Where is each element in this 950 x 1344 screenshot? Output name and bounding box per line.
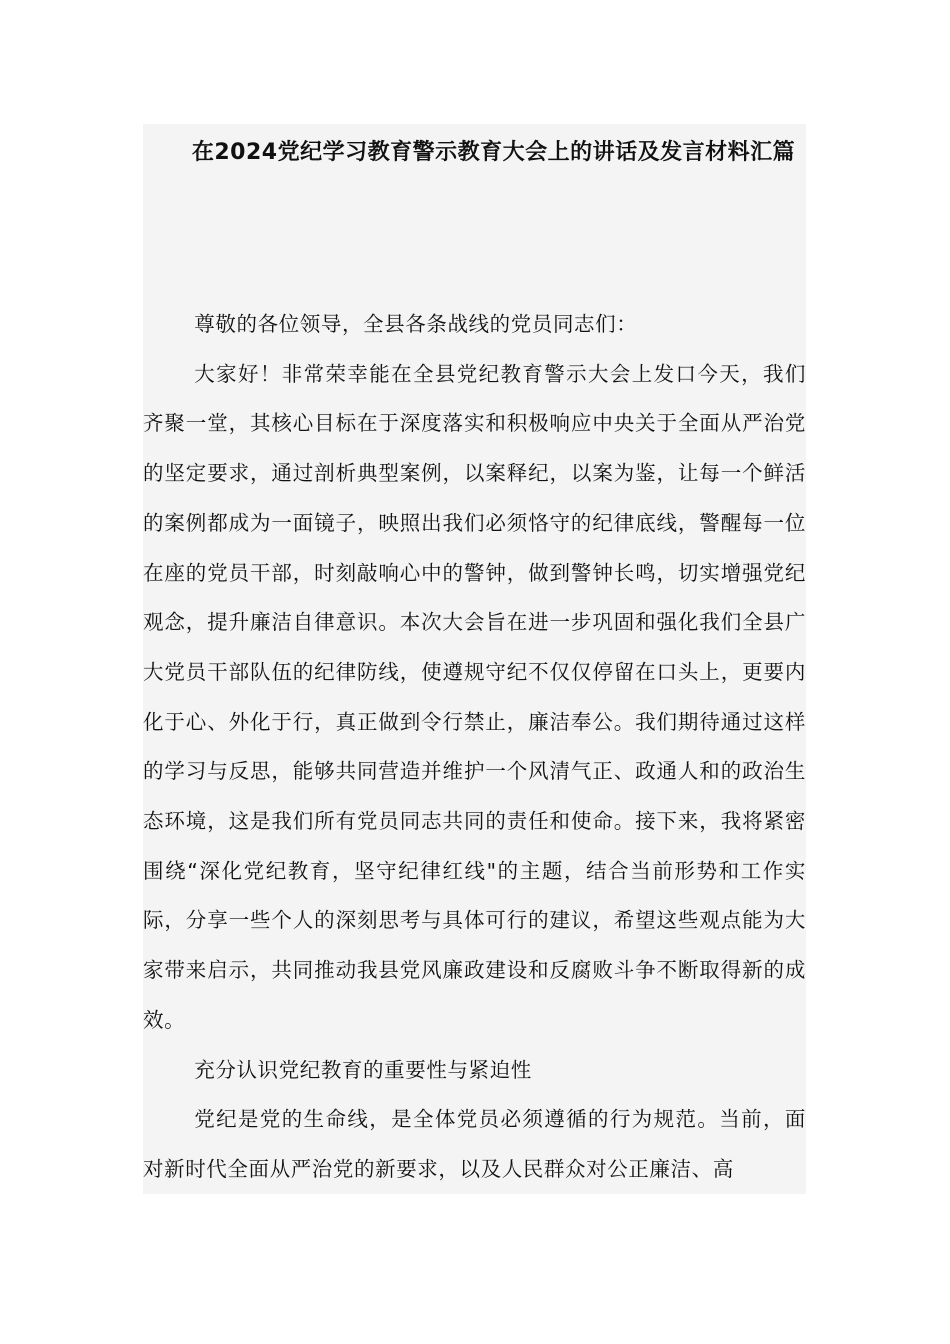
- salutation-paragraph: 尊敬的各位领导，全县各条战线的党员同志们：: [194, 312, 638, 336]
- section-heading: 充分认识党纪教育的重要性与紧迫性: [194, 1057, 532, 1082]
- section-paragraph: 党纪是党的生命线，是全体党员必须遵循的行为规范。当前，面对新时代全面从严治党的新要求，以及人民群众对公正廉洁、高: [143, 1107, 806, 1181]
- document-title: 在2024党纪学习教育警示教育大会上的讲话及发言材料汇篇: [191, 140, 796, 165]
- opening-paragraph: 大家好！非常荣幸能在全县党纪教育警示大会上发口今天，我们齐聚一堂，其核心目标在于深度落实和积极响应中央关于全面从严治党的坚定要求，通过剖析典型案例，以案释纪，以案为鉴，让每一个鲜活的案例都成为一面镜子，映照出我们必须恪守的纪律底线，警醒每一位在座的党员干部，时刻敲响心中的警钟，做到警钟长鸣，切实增强党纪观念，提升廉洁自律意识。本次大会旨在进一步巩固和强化我们全县广大党员干部队伍的纪律防线，使遵规守纪不仅仅停留在口头上，更要内化于心、外化于行，真正做到令行禁止，廉洁奉公。我们期待通过这样的学习与反思，能够共同营造并维护一个风清气正、政通人和的政治生态环境，这是我们所有党员同志共同的责任和使命。接下来，我将紧密围绕“深化党纪教育，坚守纪律红线"的主题，结合当前形势和工作实际，分享一些个人的深刻思考与具体可行的建议，希望这些观点能为大家带来启示，共同推动我县党风廉政建设和反腐败斗争不断取得新的成效。: [143, 361, 806, 1032]
- document-body: [143, 300, 806, 1195]
